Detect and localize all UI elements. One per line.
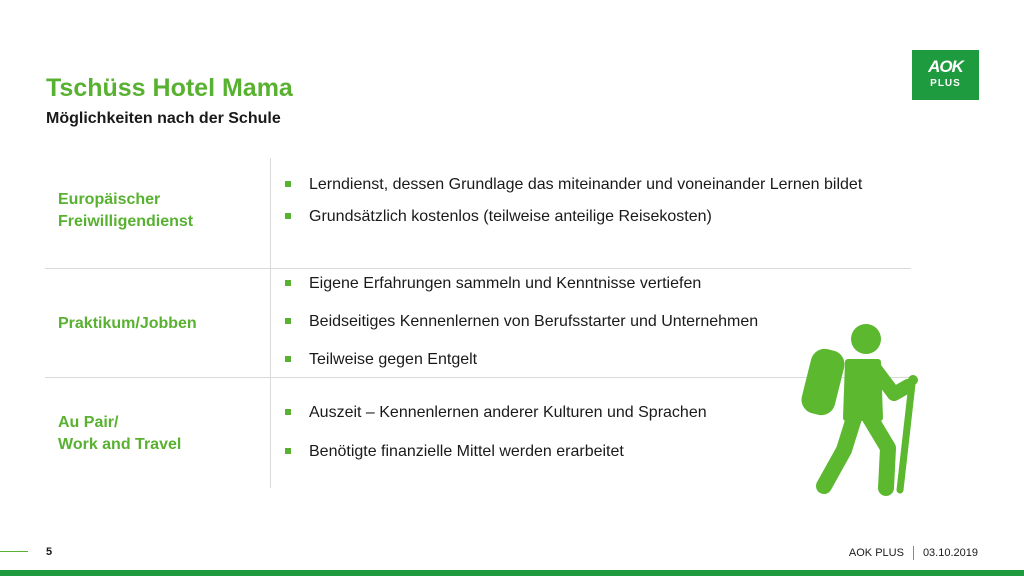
page-number: 5: [46, 546, 53, 558]
bullet-square-icon: [285, 448, 291, 454]
row-label-line: Europäischer: [58, 191, 161, 208]
list-item: Lerndienst, dessen Grundlage das miteinander und voneinander Lernen bildet: [285, 174, 879, 195]
footer-brand: AOK PLUS: [848, 546, 904, 559]
row-label-line: Freiwilligendienst: [58, 213, 194, 230]
bullet-square-icon: [285, 280, 291, 286]
list-item: Beidseitiges Kennenlernen von Berufsstarter und Unternehmen: [285, 311, 879, 332]
slide-subtitle: Möglichkeiten nach der Schule: [46, 110, 281, 127]
list-item: Teilweise gegen Entgelt: [285, 349, 879, 370]
list-item: Grundsätzlich kostenlos (teilweise anteilige Reisekosten): [285, 206, 879, 227]
row-label: [58, 412, 258, 456]
footer-info: [849, 546, 978, 560]
row-label: [58, 189, 258, 233]
hiker-icon: [800, 318, 930, 498]
footer-accent-line: [0, 551, 28, 552]
row-label-line: Au Pair/: [58, 414, 119, 431]
table-row: [45, 268, 911, 378]
bullet-list: [285, 402, 879, 462]
aok-plus-logo: [912, 50, 979, 100]
list-item: Benötigte finanzielle Mittel werden erarbeitet: [285, 441, 879, 462]
bottom-brand-bar: [0, 570, 1024, 576]
bullet-square-icon: [285, 409, 291, 415]
list-item: Auszeit – Kennenlernen anderer Kulturen und Sprachen: [285, 402, 879, 423]
row-label-line: Work and Travel: [58, 436, 182, 453]
bullet-list: [285, 174, 879, 227]
bullet-square-icon: [285, 318, 291, 324]
footer-date: 03.10.2019: [922, 546, 978, 559]
logo-text-aok: AOK: [928, 57, 963, 76]
table-row: [45, 158, 911, 269]
bullet-square-icon: [285, 181, 291, 187]
row-label-line: Praktikum/Jobben: [58, 315, 197, 332]
slide-title: Tschüss Hotel Mama: [46, 74, 293, 102]
row-label: [58, 313, 258, 335]
table-row: [45, 377, 911, 488]
bullet-square-icon: [285, 356, 291, 362]
bullet-list: [285, 273, 879, 370]
logo-text-plus: PLUS: [930, 78, 961, 89]
footer-separator: [913, 546, 914, 560]
list-item: Eigene Erfahrungen sammeln und Kenntnisse vertiefen: [285, 273, 879, 294]
bullet-square-icon: [285, 213, 291, 219]
